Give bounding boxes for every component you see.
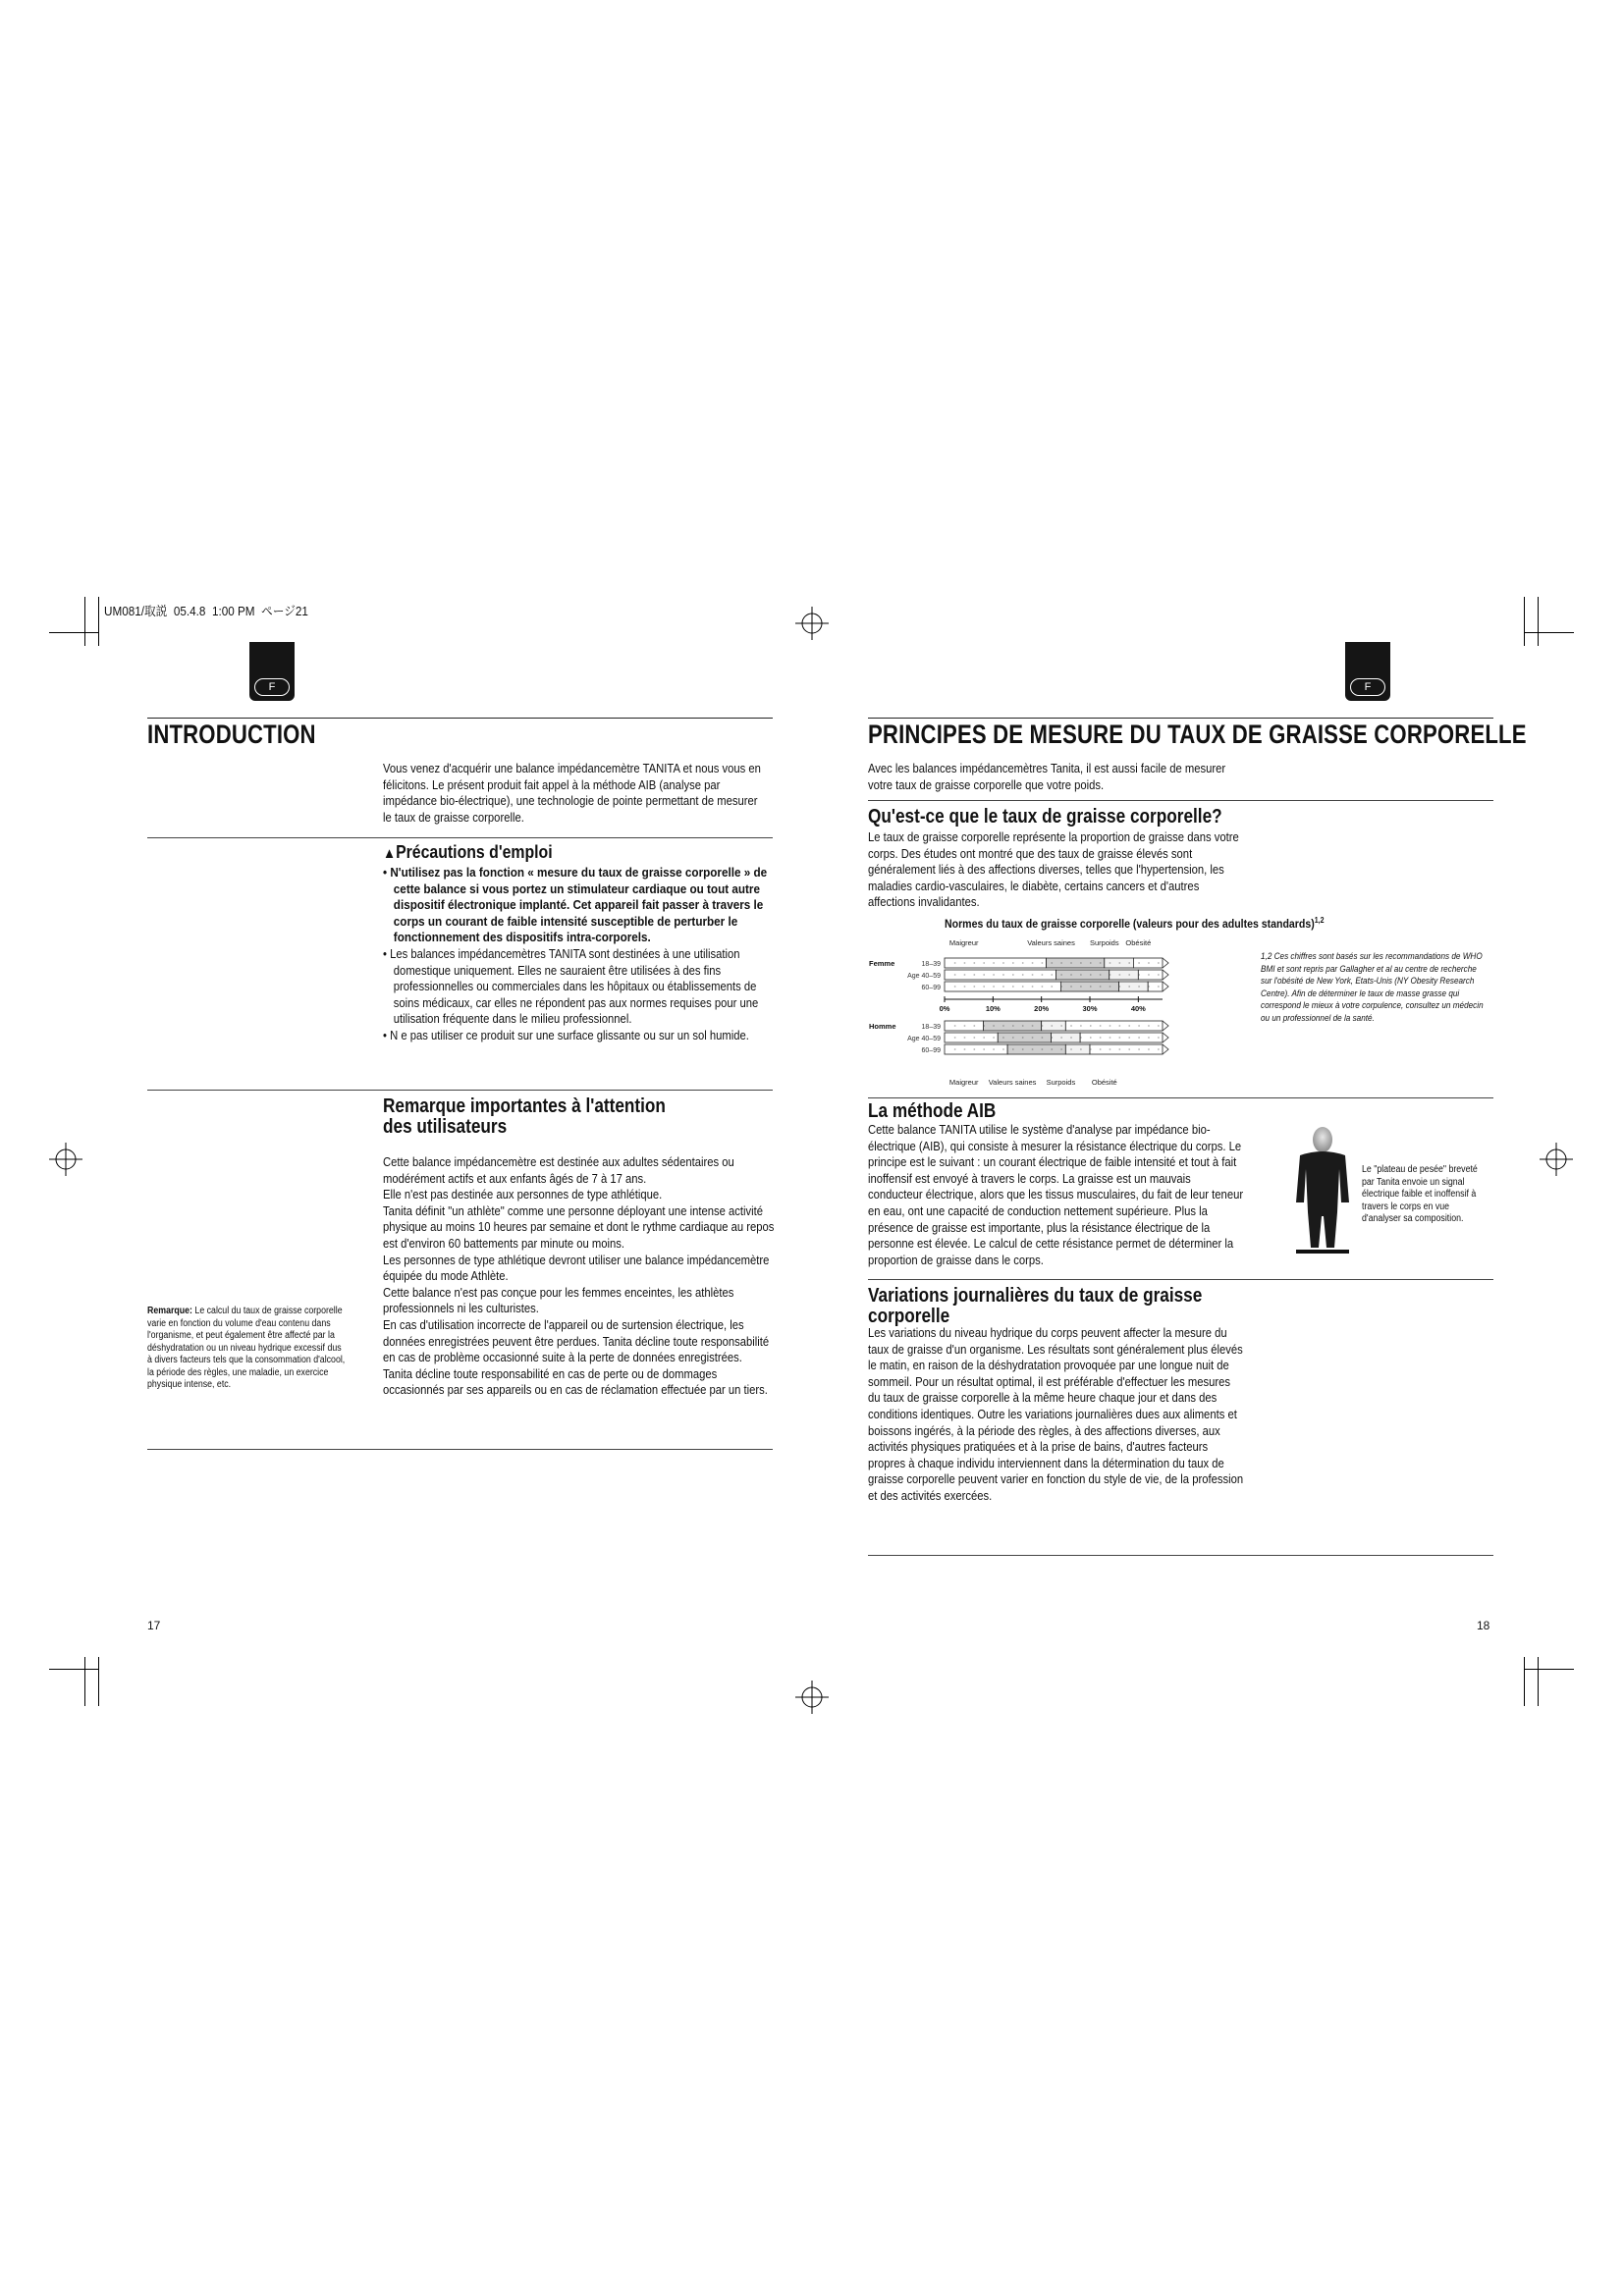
chart-axis-tick-label: 0% [939, 1004, 950, 1013]
chart-age-label: Age 40–59 [907, 1036, 941, 1042]
page-title-left: INTRODUCTION [147, 720, 316, 749]
chart-bottom-label: Obésité [1091, 1078, 1117, 1087]
remarque-para-7: Tanita décline toute responsabilité en cas de perte ou de dommages occasionnés par ses appareils ou en cas de réclamation effectuée par un tiers. [383, 1366, 768, 1398]
precautions-section [383, 842, 776, 1044]
chart-axis-tick-label: 30% [1082, 1004, 1098, 1013]
chart-bottom-label: Valeurs saines [988, 1078, 1037, 1087]
chart-footnote: 1,2 Ces chiffres sont basés sur les recommandations de WHO BMI et sont repris par Gallagher et al au centre de recherche sur l'obésité de New York, Etats-Unis (NY Obesity Research Centre). Afin de déterminer le taux de masse grasse qui correspond le mieux à votre corpulence, consultez un médecin ou un professionnel de la santé. [1261, 951, 1484, 1024]
chart-bar-segment [998, 1033, 1051, 1042]
chart-axis-tick-label: 40% [1130, 1004, 1146, 1013]
divider-right-2 [868, 1097, 1493, 1098]
title-rule-left [147, 718, 773, 719]
precaution-1: • N'utilisez pas la fonction « mesure du taux de graisse corporelle » de cette balance si vous portez un stimulateur cardiaque ou tout autre dispositif électronique implanté. Cet appareil fait passer à travers le corps un courant de faible intensité susceptible de perturber le fonctionnement des dispositifs intra-corporels. [383, 865, 768, 945]
chart-bar-segment [945, 1044, 1007, 1054]
registration-mark-top [795, 607, 829, 640]
print-code: UM081/ [104, 604, 144, 618]
chart-bar-segment [945, 958, 1047, 968]
precaution-3: • N e pas utiliser ce produit sur une surface glissante ou sur un sol humide. [383, 1028, 749, 1042]
divider-left-1 [147, 837, 773, 838]
chart-age-label: 18–39 [921, 961, 941, 968]
chart-group-label: Homme [869, 1022, 896, 1031]
precaution-2: • Les balances impédancemètres TANITA sont destinées à une utilisation domestique uniquement. Elles ne sauraient être utilisées à des fins professionnelles ou commerciales dans les hôpitaux ou établissements de soins médicaux, car elles ne répondent pas aux normes requises pour une utilisation fréquente dans le milieu professionnel. [383, 946, 759, 1027]
remarque-para-5: Cette balance n'est pas conçue pour les femmes enceintes, les athlètes professionnels ni les culturistes. [383, 1285, 734, 1316]
language-tab-right [1345, 642, 1390, 701]
remarque-para-6: En cas d'utilisation incorrecte de l'appareil ou de surtension électrique, les données enregistrées peuvent être perdues. Tanita décline toute responsabilité en cas de problème occasionné suite à la perte de données enregistrées. [383, 1317, 770, 1365]
chart-bar-segment [945, 970, 1056, 980]
chart-bar-segment [1119, 982, 1149, 991]
chart-top-label: Valeurs saines [1027, 938, 1075, 947]
aib-caption: Le "plateau de pesée" breveté par Tanita envoie un signal électrique faible et inoffensif à travers le corps en vue d'analyser sa composition. [1362, 1164, 1478, 1224]
variations-body: Les variations du niveau hydrique du corps peuvent affecter la mesure du taux de graisse d'un organisme. Les résultats sont généralement plus élevés le matin, en raison de la déshydratation provoquée par une longue nuit de sommeil. Pour un résultat optimal, il est préférable d'effectuer les mesures du taux de graisse corporelle à la même heure chaque jour et dans des conditions identiques. Outre les variations journalières dues aux aliments et boissons ingérés, à la période des règles, à des affections diverses, aux activités physiques pratiquées et à la prise de bains, d'autres facteurs propres à chaque individu interviennent dans la détermination du taux de graisse corporelle peuvent varier en fonction du style de vie, de la profession et des activités exercées. [868, 1326, 1244, 1503]
divider-right-4 [868, 1555, 1493, 1556]
chart-bottom-label: Maigreur [948, 1078, 979, 1087]
warning-icon: ▲ [383, 845, 397, 862]
aib-heading: La méthode AIB [868, 1100, 997, 1122]
chart-bar-segment [1047, 958, 1105, 968]
chart-svg [868, 916, 1192, 1093]
remarque-para-2: Elle n'est pas destinée aux personnes de type athlétique. [383, 1188, 663, 1202]
remarque-body [383, 1154, 777, 1399]
page-number-left: 17 [147, 1619, 161, 1632]
page-title-right: PRINCIPES DE MESURE DU TAUX DE GRAISSE CORPORELLE [868, 720, 1527, 749]
title-rule-right [868, 718, 1493, 719]
chart-bar-segment [945, 1033, 998, 1042]
chart-bar-segment [1148, 982, 1163, 991]
chart-bar-segment [1052, 1033, 1081, 1042]
remarque-para-1: Cette balance impédancemètre est destinée aux adultes sédentaires ou modérément actifs et aux enfants âgés de 7 à 17 ans. [383, 1155, 734, 1186]
question-body: Le taux de graisse corporelle représente la proportion de graisse dans votre corps. Des études ont montré que des taux de graisse élevés sont généralement liés à des affections diverses, telles que l'hypertension, les maladies cardio-vasculaires, le diabète, certains cancers et d'autres affections invalidantes. [868, 830, 1239, 910]
body-fat-chart [868, 916, 1496, 1093]
chart-bar-segment [1056, 970, 1109, 980]
chart-title-sup: 1,2 [1314, 916, 1325, 925]
side-note [147, 1306, 348, 1392]
chart-bar-segment [1080, 1033, 1163, 1042]
divider-left-2 [147, 1090, 773, 1091]
precautions-title: Précautions d'emploi [396, 842, 553, 862]
print-header [104, 601, 308, 619]
chart-top-label: Obésité [1125, 938, 1152, 947]
chart-axis-tick-label: 20% [1034, 1004, 1050, 1013]
registration-mark-right [1540, 1143, 1573, 1176]
chart-row-arrow [1163, 1033, 1168, 1042]
precautions-heading [383, 842, 729, 863]
registration-mark-left [49, 1143, 82, 1176]
intro-right: Avec les balances impédancemètres Tanita, il est aussi facile de mesurer votre taux de graisse corporelle que votre poids. [868, 762, 1226, 792]
person-on-scale-illustration [1294, 1122, 1351, 1261]
chart-bottom-label: Surpoids [1046, 1078, 1076, 1087]
chart-row-arrow [1163, 1021, 1168, 1031]
divider-right-1 [868, 800, 1493, 801]
chart-bar-segment [1110, 970, 1139, 980]
chart-row-arrow [1163, 958, 1168, 968]
chart-axis-tick-label: 10% [985, 1004, 1001, 1013]
chart-age-label: Age 40–59 [907, 973, 941, 980]
chart-top-label: Surpoids [1089, 938, 1119, 947]
print-time: 1:00 PM [211, 604, 255, 618]
side-note-label: Remarque: [147, 1306, 192, 1316]
chart-top-label: Maigreur [948, 938, 979, 947]
divider-left-3 [147, 1449, 773, 1450]
remarque-para-4: Les personnes de type athlétique devront utiliser une balance impédancemètre équipée du mode Athlète. [383, 1253, 770, 1284]
chart-age-label: 60–99 [921, 1047, 941, 1054]
print-date: 05.4.8 [173, 604, 206, 618]
page-number-right: 18 [1477, 1619, 1490, 1632]
chart-age-label: 60–99 [921, 985, 941, 991]
chart-row-arrow [1163, 970, 1168, 980]
language-tab-label: F [1350, 678, 1385, 696]
question-heading: Qu'est-ce que le taux de graisse corporelle? [868, 806, 1222, 828]
chart-bar-segment [1065, 1044, 1090, 1054]
registration-mark-bottom [795, 1681, 829, 1714]
remarque-heading: Remarque importantes à l'attention des utilisateurs [383, 1095, 666, 1138]
chart-title-text: Normes du taux de graisse corporelle (valeurs pour des adultes standards) [945, 917, 1315, 931]
variations-heading: Variations journalières du taux de graisse corporelle [868, 1285, 1203, 1327]
print-page-jp: ページ21 [261, 604, 308, 618]
print-kanji: 取説 [143, 604, 168, 618]
chart-age-label: 18–39 [921, 1024, 941, 1031]
chart-row-arrow [1163, 1044, 1168, 1054]
side-note-text: Le calcul du taux de graisse corporelle varie en fonction du volume d'eau contenu dans l'organisme, et peut également être affecté par la déshydratation ou un niveau hydrique excessif dus à divers facteurs tels que la consommation d'alcool, la période des règles, une maladie, un exercice physique intense, etc. [147, 1306, 346, 1390]
language-tab-left [249, 642, 295, 701]
remarque-para-3: Tanita définit "un athlète" comme une personne déployant une intense activité physique au moins 10 heures par semaine et dont le rythme cardiaque au repos est d'environ 60 battements par minute ou moins. [383, 1203, 775, 1251]
chart-bar-segment [1007, 1044, 1065, 1054]
intro-text: Vous venez d'acquérir une balance impédancemètre TANITA et nous vous en félicitons. Le présent produit fait appel à la méthode AIB (analyse par impédance bio-électrique), une technologie de pointe permettant de mesurer le taux de graisse corporelle. [383, 762, 761, 825]
chart-row-arrow [1163, 982, 1168, 991]
language-tab-label: F [254, 678, 290, 696]
aib-body: Cette balance TANITA utilise le système d'analyse par impédance bio-électrique (AIB), qui consiste à mesurer la résistance électrique du corps. Le principe est le suivant : un courant électrique de faible intensité et tout à fait inoffensif est envoyé à travers le corps. La graisse est un mauvais conducteur électrique, alors que les tissus musculaires, du fait de leur teneur en eau, ont une capacité de conduction nettement supérieure. Plus la présence de graisse est importante, plus la résistance électrique de la personne est élevée. Le calcul de cette résistance permet de déterminer la proportion de graisse dans le corps. [868, 1123, 1244, 1267]
divider-right-3 [868, 1279, 1493, 1280]
chart-group-label: Femme [869, 959, 895, 968]
